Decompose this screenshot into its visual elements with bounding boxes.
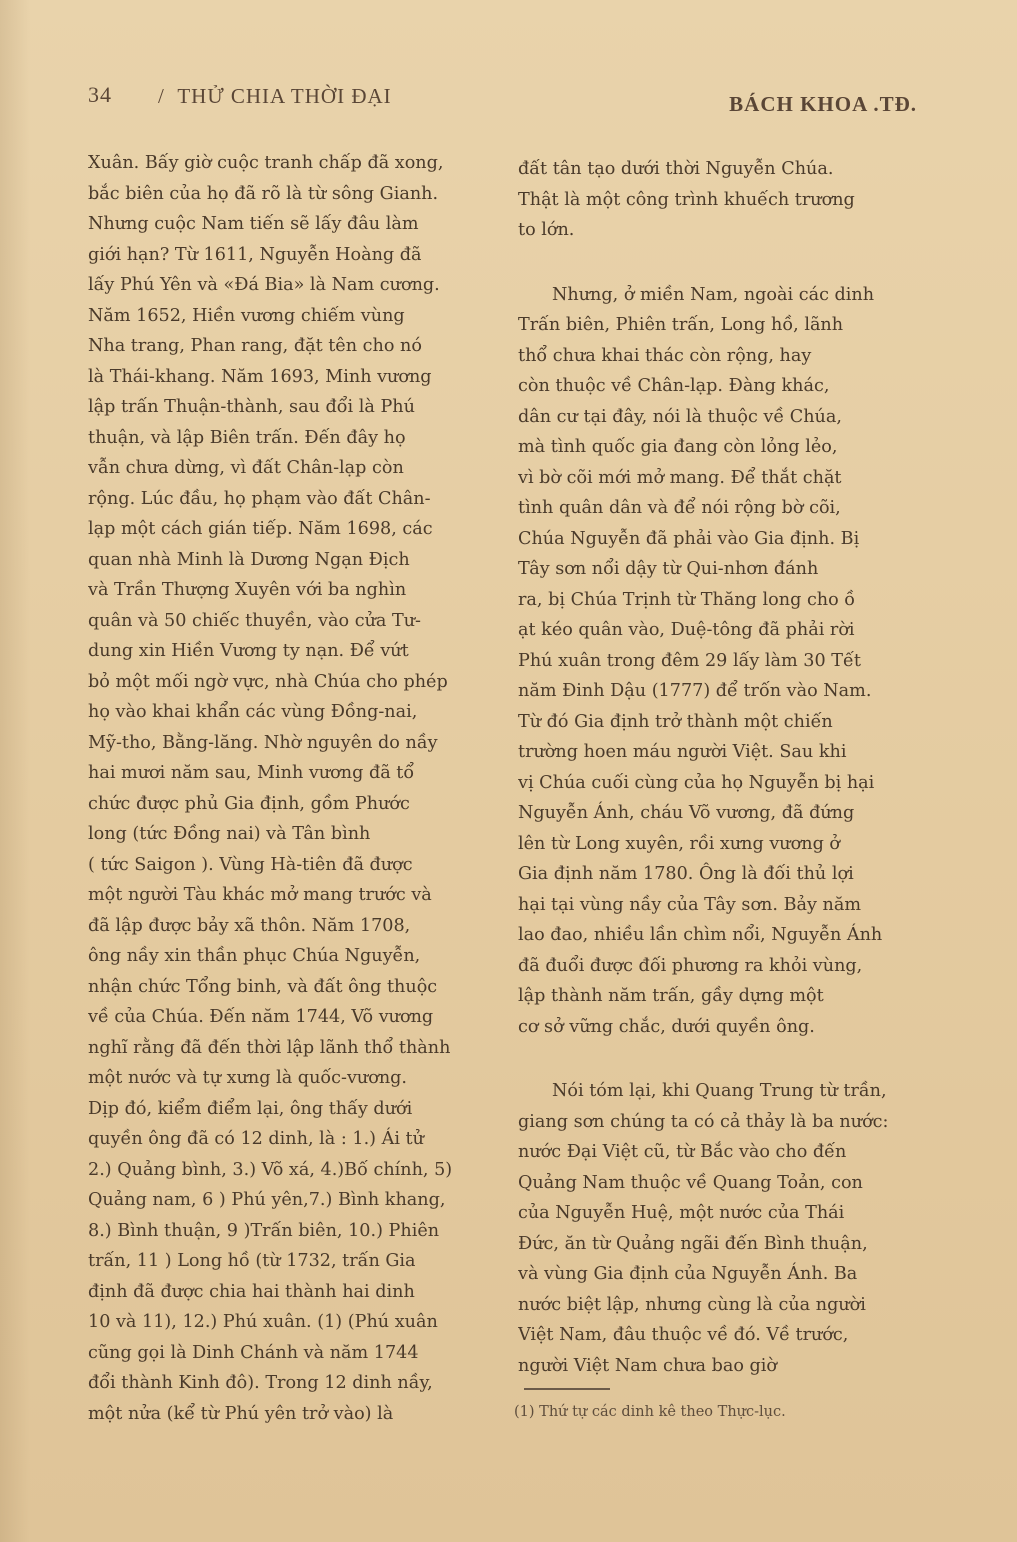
text-line: trường hoen máu người Việt. Sau khi xyxy=(518,742,847,762)
running-header xyxy=(88,82,957,122)
right-paragraph-2 xyxy=(518,280,918,1043)
header-separator: / xyxy=(158,84,165,108)
text-line: Việt Nam, đâu thuộc về đó. Về trước, xyxy=(518,1325,849,1345)
text-line: hai mươi năm sau, Minh vương đã tổ xyxy=(88,763,415,783)
right-paragraph-1 xyxy=(518,154,918,246)
text-line: mà tình quốc gia đang còn lỏng lẻo, xyxy=(518,437,838,457)
text-line: Năm 1652, Hiền vương chiếm vùng xyxy=(88,305,405,326)
text-line: quyền ông đã có 12 dinh, là : 1.) Ái tử xyxy=(88,1129,424,1149)
text-line: Dịp đó, kiểm điểm lại, ông thấy dưới xyxy=(88,1098,413,1119)
text-line: lập trấn Thuận-thành, sau đổi là Phú xyxy=(88,397,415,417)
text-line: tình quân dân và để nói rộng bờ cõi, xyxy=(518,498,841,518)
text-line: cơ sở vững chắc, dưới quyền ông. xyxy=(518,1016,815,1037)
text-line: vẫn chưa dừng, vì đất Chân-lạp còn xyxy=(88,458,404,478)
paragraph-gap xyxy=(518,1042,918,1076)
paragraph-gap xyxy=(518,246,918,280)
text-line: và Trần Thượng Xuyên với ba nghìn xyxy=(88,580,407,600)
text-line: Thật là một công trình khuếch trương xyxy=(518,189,855,210)
text-line: Nhưng, ở miền Nam, ngoài các dinh xyxy=(552,284,875,305)
text-line: đã lập được bảy xã thôn. Năm 1708, xyxy=(88,915,411,936)
right-column xyxy=(518,154,918,1381)
text-line: Nha trang, Phan rang, đặt tên cho nó xyxy=(88,336,422,356)
text-line: to lớn. xyxy=(518,220,575,240)
text-line: 2.) Quảng bình, 3.) Võ xá, 4.)Bố chính, 5) xyxy=(88,1159,453,1180)
text-line: dân cư tại đây, nói là thuộc về Chúa, xyxy=(518,406,842,427)
text-line: Chúa Nguyễn đã phải vào Gia định. Bị xyxy=(518,528,860,549)
text-line: ông nầy xin thần phục Chúa Nguyễn, xyxy=(88,946,421,966)
text-line: một nước và tự xưng là quốc-vương. xyxy=(88,1068,408,1088)
text-line: dung xin Hiền Vương ty nạn. Để vứt xyxy=(88,641,409,661)
text-line: đã đuổi được đối phương ra khỏi vùng, xyxy=(518,955,863,976)
text-line: ( tức Saigon ). Vùng Hà-tiên đã được xyxy=(88,854,413,875)
page-edge-shadow xyxy=(0,0,30,1542)
running-title xyxy=(158,84,392,109)
text-line: thuận, và lập Biên trấn. Đến đây họ xyxy=(88,427,406,448)
running-title-text: THỬ CHIA THỜI ĐẠI xyxy=(177,84,392,108)
text-line: quân và 50 chiếc thuyền, vào cửa Tư- xyxy=(88,610,421,631)
text-line: thổ chưa khai thác còn rộng, hay xyxy=(518,345,812,366)
text-line: lấy Phú Yên và «Đá Bia» là Nam cương. xyxy=(88,275,440,295)
text-line: Nguyễn Ánh, cháu Võ vương, đã đứng xyxy=(518,803,855,823)
page-number: 34 xyxy=(88,82,112,107)
text-line: Mỹ-tho, Bằng-lăng. Nhờ nguyên do nầy xyxy=(88,732,438,753)
text-line: bỏ một mối ngờ vực, nhà Chúa cho phép xyxy=(88,671,448,692)
footnote: (1) Thứ tự các dinh kê theo Thực-lục. xyxy=(514,1404,786,1420)
text-line: ạt kéo quân vào, Duệ-tông đã phải rời xyxy=(518,620,855,640)
text-line: nước biệt lập, nhưng cùng là của người xyxy=(518,1294,866,1315)
text-line: trấn, 11 ) Long hồ (từ 1732, trấn Gia xyxy=(88,1251,416,1271)
text-line: nghĩ rằng đã đến thời lập lãnh thổ thành xyxy=(88,1037,451,1058)
text-line: Nói tóm lại, khi Quang Trung từ trần, xyxy=(552,1081,887,1101)
text-line: nhận chức Tổng binh, và đất ông thuộc xyxy=(88,976,438,997)
text-line: về của Chúa. Đến năm 1744, Võ vương xyxy=(88,1007,434,1027)
text-line: bắc biên của họ đã rõ là từ sông Gianh. xyxy=(88,183,439,204)
text-line: 10 và 11), 12.) Phú xuân. (1) (Phú xuân xyxy=(88,1312,438,1332)
text-line: là Thái-khang. Năm 1693, Minh vương xyxy=(88,366,432,387)
text-line: giới hạn? Từ 1611, Nguyễn Hoàng đã xyxy=(88,244,422,265)
text-line: Trấn biên, Phiên trấn, Long hồ, lãnh xyxy=(518,315,844,335)
text-line: 8.) Bình thuận, 9 )Trấn biên, 10.) Phiên xyxy=(88,1220,440,1241)
text-line: năm Đinh Dậu (1777) để trốn vào Nam. xyxy=(518,681,872,701)
text-line: Quảng nam, 6 ) Phú yên,7.) Bình khang, xyxy=(88,1190,446,1210)
text-line: Xuân. Bấy giờ cuộc tranh chấp đã xong, xyxy=(88,153,444,173)
text-line: Đức, ăn từ Quảng ngãi đến Bình thuận, xyxy=(518,1233,868,1254)
text-line: vị Chúa cuối cùng của họ Nguyễn bị hại xyxy=(518,772,875,793)
text-line: Tây sơn nổi dậy từ Qui-nhơn đánh xyxy=(518,559,819,579)
text-line: đổi thành Kinh đô). Trong 12 dinh nầy, xyxy=(88,1373,433,1393)
text-line: người Việt Nam chưa bao giờ xyxy=(518,1355,778,1376)
text-line: chức được phủ Gia định, gồm Phước xyxy=(88,793,410,814)
text-line: một nửa (kể từ Phú yên trở vào) là xyxy=(88,1403,394,1424)
text-line: một người Tàu khác mở mang trước và xyxy=(88,885,432,905)
text-line: ra, bị Chúa Trịnh từ Thăng long cho ồ xyxy=(518,589,856,610)
text-line: long (tức Đồng nai) và Tân bình xyxy=(88,824,371,844)
text-line: hại tại vùng nầy của Tây sơn. Bảy năm xyxy=(518,894,862,915)
text-line: và vùng Gia định của Nguyễn Ánh. Ba xyxy=(518,1264,858,1284)
text-line: lao đao, nhiều lần chìm nổi, Nguyễn Ánh xyxy=(518,925,883,945)
footnote-rule xyxy=(524,1388,610,1390)
text-line: nước Đại Việt cũ, từ Bắc vào cho đến xyxy=(518,1142,847,1162)
text-line: Phú xuân trong đêm 29 lấy làm 30 Tết xyxy=(518,650,861,671)
text-line: Quảng Nam thuộc về Quang Toản, con xyxy=(518,1172,863,1193)
text-line: lạp một cách gián tiếp. Năm 1698, các xyxy=(88,519,433,539)
text-line: Gia định năm 1780. Ông là đối thủ lợi xyxy=(518,864,854,884)
text-line: Từ đó Gia định trở thành một chiến xyxy=(518,711,833,732)
left-column xyxy=(88,148,508,1429)
text-line: vì bờ cõi mới mở mang. Để thắt chặt xyxy=(518,467,842,488)
text-line: quan nhà Minh là Dương Ngạn Địch xyxy=(88,549,410,570)
text-line: giang sơn chúng ta có cả thảy là ba nước: xyxy=(518,1111,889,1132)
text-line: lập thành năm trấn, gầy dựng một xyxy=(518,986,824,1006)
text-line: lên từ Long xuyên, rồi xưng vương ở xyxy=(518,833,841,854)
text-line: của Nguyễn Huệ, một nước của Thái xyxy=(518,1203,845,1223)
journal-name: BÁCH KHOA .TĐ. xyxy=(729,92,917,116)
text-line: Nhưng cuộc Nam tiến sẽ lấy đâu làm xyxy=(88,214,419,234)
text-line: định đã được chia hai thành hai dinh xyxy=(88,1281,415,1302)
text-line: họ vào khai khẩn các vùng Đồng-nai, xyxy=(88,702,418,722)
text-line: cũng gọi là Dinh Chánh và năm 1744 xyxy=(88,1342,419,1363)
right-paragraph-3 xyxy=(518,1076,918,1381)
text-line: đất tân tạo dưới thời Nguyễn Chúa. xyxy=(518,159,834,179)
text-line: rộng. Lúc đầu, họ phạm vào đất Chân- xyxy=(88,488,431,509)
text-line: còn thuộc về Chân-lạp. Đàng khác, xyxy=(518,376,830,396)
